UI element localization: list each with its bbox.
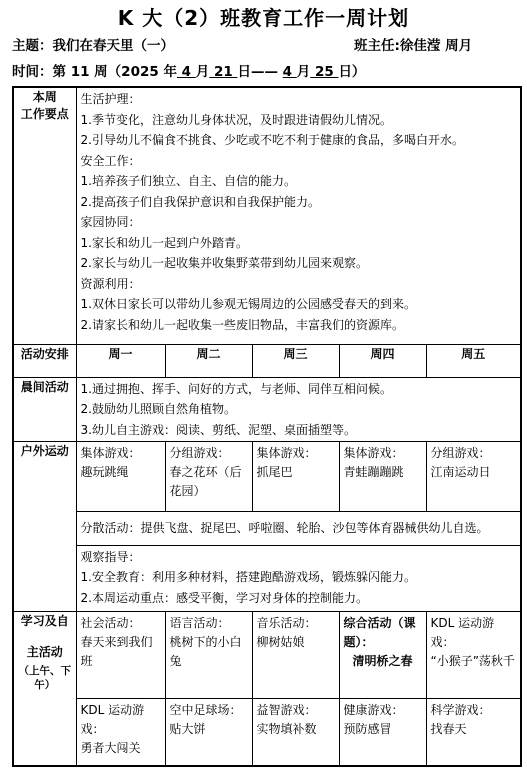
learning-row-1 bbox=[13, 611, 521, 698]
key-point-line: 2.请家长和幼儿一起收集一些废旧物品，丰富我们的资源库。 bbox=[80, 317, 404, 332]
key-point-line: 1.季节变化，注意幼儿身体状况，及时跟进请假幼儿情况。 bbox=[80, 112, 392, 127]
outdoor-cell bbox=[165, 441, 252, 511]
outdoor-label: 户外运动 bbox=[13, 441, 76, 611]
learning-title: KDL 运动游戏： bbox=[80, 702, 145, 736]
day-tuesday: 周二 bbox=[165, 344, 252, 377]
morning-line: 2.鼓励幼儿照顾自然角植物。 bbox=[80, 402, 236, 416]
learning-cell bbox=[76, 698, 165, 766]
learning-activity: 实物填补数 bbox=[256, 721, 317, 736]
outdoor-activity: 趣玩跳绳 bbox=[80, 464, 129, 479]
outdoor-title: 分组游戏： bbox=[430, 445, 491, 460]
learning-cell bbox=[252, 611, 339, 698]
outdoor-activity: 青蛙蹦蹦跳 bbox=[343, 464, 404, 479]
key-point-line: 生活护理： bbox=[80, 92, 141, 106]
month-char-2: 月 bbox=[296, 64, 311, 80]
time-label: 时间： bbox=[12, 64, 53, 80]
day-dash: 日—— bbox=[237, 64, 283, 80]
key-points-content bbox=[76, 87, 521, 344]
key-point-line: 2.引导幼儿不偏食不挑食、少吃或不吃不利于健康的食品，多喝白开水。 bbox=[80, 133, 464, 147]
learning-cell bbox=[165, 611, 252, 698]
teacher-value: 徐佳滢 周月 bbox=[399, 38, 473, 54]
learning-title: 综合活动（课题）： bbox=[343, 615, 416, 649]
time-line bbox=[12, 60, 365, 80]
learning-cell bbox=[426, 611, 521, 698]
learning-title: 空中足球场： bbox=[169, 702, 242, 717]
day-header-row bbox=[13, 344, 521, 377]
end-tail: 日） bbox=[338, 64, 366, 80]
outdoor-observation-row bbox=[13, 545, 521, 611]
learning-cell bbox=[76, 611, 165, 698]
learning-row-2 bbox=[13, 698, 521, 766]
learning-cell bbox=[339, 611, 426, 698]
key-point-line: 1.培养孩子们独立、自主、自信的能力。 bbox=[80, 174, 296, 188]
outdoor-activity: 江南运动日 bbox=[430, 464, 491, 479]
observation-title: 观察指导： bbox=[80, 549, 141, 564]
key-points-label-line1: 本周 bbox=[32, 90, 57, 104]
learning-cell bbox=[252, 698, 339, 766]
outdoor-scattered-row bbox=[13, 511, 521, 545]
morning-line: 1.通过拥抱、挥手、问好的方式，与老师、同伴互相问候。 bbox=[80, 381, 392, 396]
outdoor-cell bbox=[339, 441, 426, 511]
learning-label-line1: 学习及自 bbox=[20, 613, 69, 628]
outdoor-title: 分组游戏： bbox=[169, 445, 230, 460]
key-points-label bbox=[13, 87, 76, 344]
outdoor-title: 集体游戏： bbox=[343, 445, 404, 460]
key-point-line: 家园协同： bbox=[80, 215, 141, 229]
theme-label: 主题： bbox=[12, 38, 53, 54]
learning-title: 科学游戏： bbox=[430, 702, 491, 717]
key-point-line: 1.双休日家长可以带幼儿参观无锡周边的公园感受春天的到来。 bbox=[80, 297, 416, 311]
learning-cell bbox=[165, 698, 252, 766]
learning-activity: 柳树姑娘 bbox=[256, 634, 305, 649]
learning-cell bbox=[426, 698, 521, 766]
learning-activity: 预防感冒 bbox=[343, 721, 392, 736]
learning-activity: 清明桥之春 bbox=[352, 653, 413, 668]
end-month: 4 bbox=[282, 64, 297, 80]
learning-label-line2: 主活动 bbox=[26, 644, 63, 659]
learning-label bbox=[13, 611, 76, 766]
page-title: K 大（2）班教育工作一周计划 bbox=[117, 6, 410, 30]
learning-title: KDL 运动游戏： bbox=[430, 615, 495, 649]
learning-activity: 春天来到我们班 bbox=[80, 634, 153, 668]
teacher-line bbox=[354, 34, 472, 54]
morning-line: 3.幼儿自主游戏：阅读、剪纸、泥塑、桌面插塑等。 bbox=[80, 422, 356, 437]
end-day: 25 bbox=[310, 64, 339, 80]
learning-activity: 贴大饼 bbox=[169, 721, 206, 736]
month-char-1: 月 bbox=[195, 64, 210, 80]
start-day: 21 bbox=[209, 64, 238, 80]
observation-line: 1.安全教育：利用多种材料，搭建跑酷游戏场，锻炼躲闪能力。 bbox=[80, 570, 416, 584]
teacher-label: 班主任: bbox=[354, 38, 400, 54]
day-monday: 周一 bbox=[76, 344, 165, 377]
learning-label-line3: （上午、下午） bbox=[18, 664, 71, 691]
learning-title: 益智游戏： bbox=[256, 702, 317, 717]
key-point-line: 1.家长和幼儿一起到户外踏青。 bbox=[80, 235, 248, 250]
start-month: 4 bbox=[176, 64, 196, 80]
observation-line: 2.本周运动重点：感受平衡，学习对身体的控制能力。 bbox=[80, 590, 368, 605]
outdoor-scattered bbox=[76, 511, 521, 545]
scattered-text: 分散活动：提供飞盘、捉尾巴、呼啦圈、轮胎、沙包等体育器械供幼儿自选。 bbox=[80, 520, 489, 535]
theme-line bbox=[12, 34, 174, 54]
weekly-plan-table bbox=[12, 86, 522, 767]
outdoor-title: 集体游戏： bbox=[80, 445, 141, 460]
learning-cell bbox=[339, 698, 426, 766]
learning-activity: 桃树下的小白兔 bbox=[169, 634, 242, 668]
outdoor-observation bbox=[76, 545, 521, 611]
outdoor-cell bbox=[252, 441, 339, 511]
schedule-label: 活动安排 bbox=[13, 344, 76, 377]
outdoor-title: 集体游戏： bbox=[256, 445, 317, 460]
week-text: 第 11 周（2025 年 bbox=[52, 64, 177, 80]
learning-title: 健康游戏： bbox=[343, 702, 404, 717]
outdoor-activity: 春之花环（后花园） bbox=[169, 464, 242, 498]
day-friday: 周五 bbox=[426, 344, 521, 377]
learning-activity: “小猴子”荡秋千 bbox=[430, 653, 515, 668]
key-points-label-line2: 工作要点 bbox=[20, 107, 69, 121]
outdoor-cell bbox=[426, 441, 521, 511]
morning-label: 晨间活动 bbox=[13, 377, 76, 441]
key-point-line: 2.家长与幼儿一起收集并收集野菜带到幼儿园来观察。 bbox=[80, 256, 368, 270]
theme-value: 我们在春天里（一） bbox=[52, 38, 174, 54]
learning-title: 音乐活动： bbox=[256, 615, 317, 630]
day-thursday: 周四 bbox=[339, 344, 426, 377]
learning-title: 社会活动： bbox=[80, 615, 141, 630]
morning-row bbox=[13, 377, 521, 441]
key-point-line: 安全工作： bbox=[80, 153, 141, 168]
outdoor-activity: 抓尾巴 bbox=[256, 464, 293, 479]
key-point-line: 2.提高孩子们自我保护意识和自我保护能力。 bbox=[80, 194, 320, 209]
day-wednesday: 周三 bbox=[252, 344, 339, 377]
learning-title: 语言活动： bbox=[169, 615, 230, 630]
morning-content bbox=[76, 377, 521, 441]
key-point-line: 资源利用： bbox=[80, 276, 141, 291]
outdoor-group-row bbox=[13, 441, 521, 511]
key-points-row bbox=[13, 87, 521, 344]
outdoor-cell bbox=[76, 441, 165, 511]
learning-activity: 找春天 bbox=[430, 721, 467, 736]
learning-activity: 勇者大闯关 bbox=[80, 740, 141, 755]
